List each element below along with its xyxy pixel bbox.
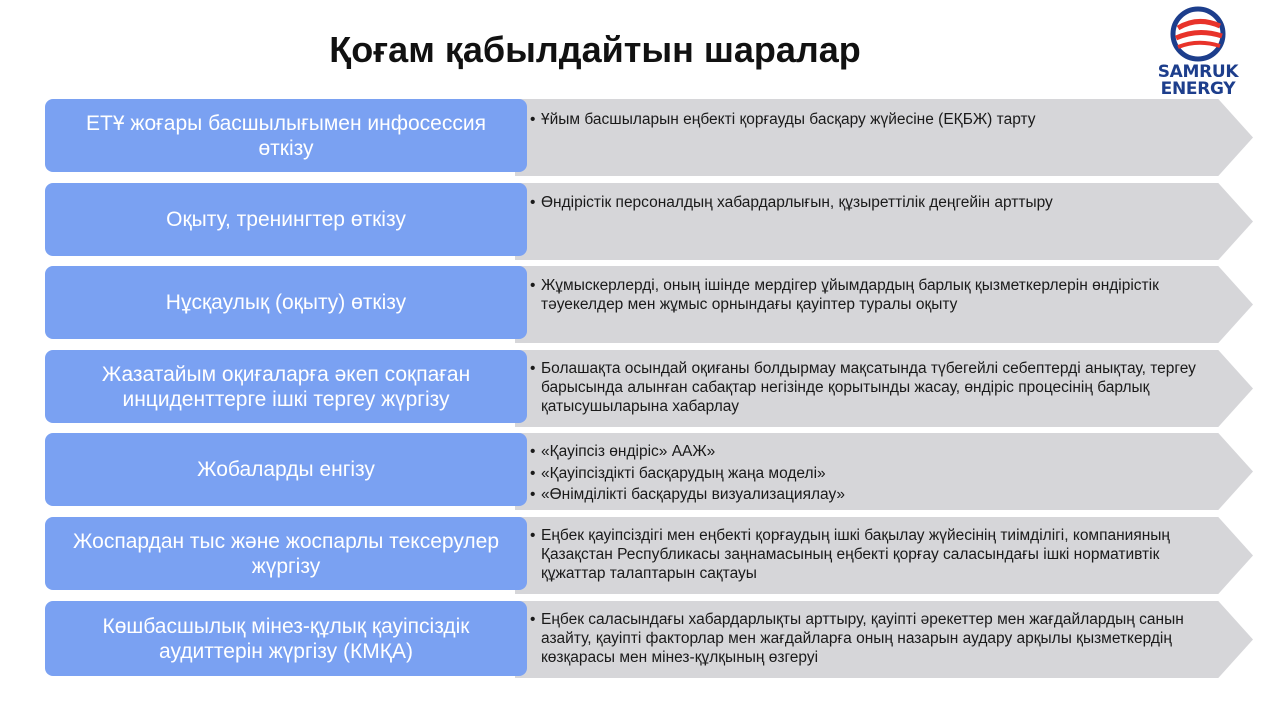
logo-line2: ENERGY xyxy=(1160,79,1236,99)
detail-item: • «Қауіпсіздікті басқарудың жаңа моделі» xyxy=(530,464,1220,483)
measure-title: Жобаларды енгізу xyxy=(45,433,527,506)
measure-details xyxy=(530,442,1220,507)
measure-title: ЕТҰ жоғары басшылығымен инфосессия өткізу xyxy=(45,99,527,172)
measure-details xyxy=(530,526,1220,583)
detail-item: • Еңбек саласындағы хабардарлықты арттыру, қауіпті әрекеттер мен жағдайлардың санын азайту, қауіпті факторлар мен жағдайларға оның назарын аудару арқылы қызметкердің көзқарасы мен мінез-құлқының өзгеруі xyxy=(530,610,1220,667)
measure-details xyxy=(530,110,1220,129)
detail-item: • Өндірістік персоналдың хабардарлығын, құзыреттілік деңгейін арттыру xyxy=(530,193,1220,212)
samruk-energy-logo xyxy=(1144,6,1254,98)
measure-title: Жоспардан тыс және жоспарлы тексерулер жүргізу xyxy=(45,517,527,590)
detail-item: • Жұмыскерлерді, оның ішінде мердігер ұйымдардың барлық қызметкерлерін өндірістік тәуекелдер мен жұмыс орнындағы қауіптер туралы оқыту xyxy=(530,276,1220,314)
measure-details xyxy=(530,276,1220,314)
logo-emblem-icon xyxy=(1166,6,1230,62)
measure-title: Оқыту, тренингтер өткізу xyxy=(45,183,527,256)
logo-line1: SAMRUK xyxy=(1157,62,1239,82)
measure-title: Көшбасшылық мінез-құлық қауіпсіздік аудиттерін жүргізу (КМҚА) xyxy=(45,601,527,676)
detail-item: • Ұйым басшыларын еңбекті қорғауды басқару жүйесіне (ЕҚБЖ) тарту xyxy=(530,110,1220,129)
detail-item: • Еңбек қауіпсіздігі мен еңбекті қорғаудың ішкі бақылау жүйесінің тиімділігі, компанияның Қазақстан Республикасы заңнамасының еңбекті қорғау саласындағы ішкі нормативтік құжаттар талаптарын сақтауы xyxy=(530,526,1220,583)
measure-details xyxy=(530,193,1220,212)
measure-details xyxy=(530,610,1220,667)
detail-item: • «Өнімділікті басқаруды визуализациялау» xyxy=(530,485,1220,504)
slide-title: Қоғам қабылдайтын шаралар xyxy=(329,29,861,70)
measure-title: Жазатайым оқиғаларға әкеп соқпаған инциденттерге ішкі тергеу жүргізу xyxy=(45,350,527,423)
measure-title: Нұсқаулық (оқыту) өткізу xyxy=(45,266,527,339)
measure-details xyxy=(530,359,1220,416)
detail-item: • «Қауіпсіз өндіріс» ААЖ» xyxy=(530,442,1220,461)
detail-item: • Болашақта осындай оқиғаны болдырмау мақсатында түбегейлі себептерді анықтау, тергеу барысында алынған сабақтар негізінде қорытынды жасау, өндіріс процесінің барлық қатысушыларына хабарлау xyxy=(530,359,1220,416)
